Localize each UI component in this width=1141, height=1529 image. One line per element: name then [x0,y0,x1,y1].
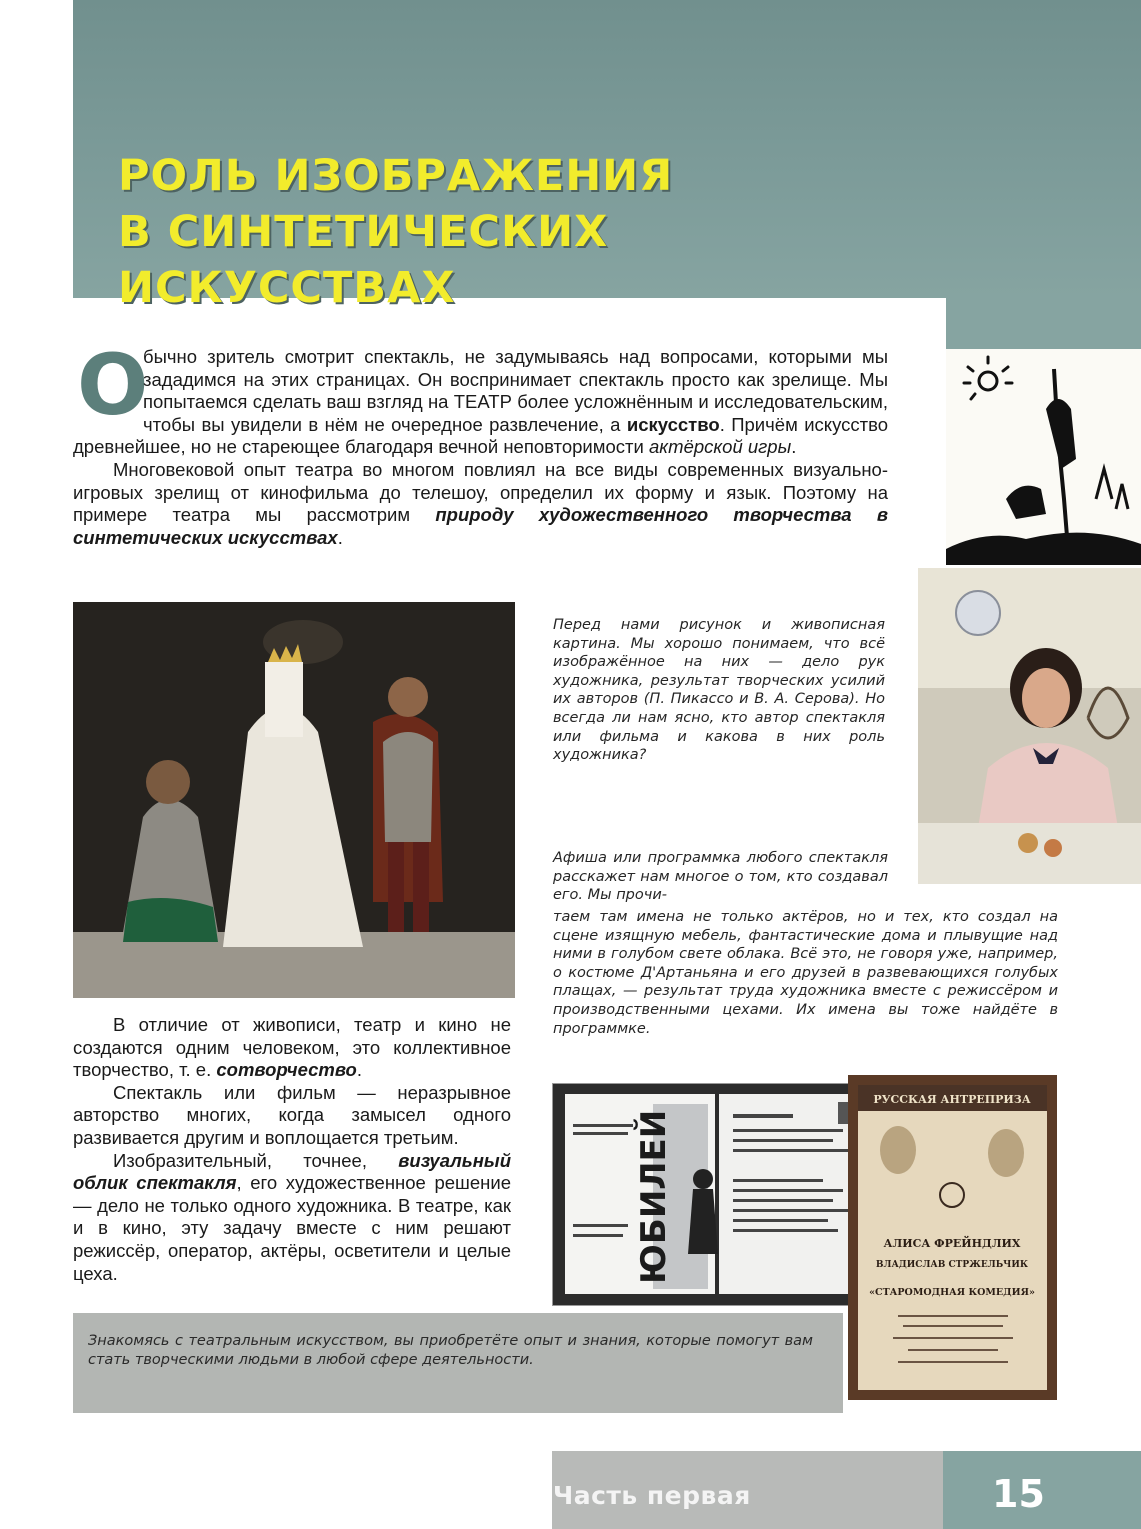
body-p1-text: В отличие от живописи, театр и кино не создаются одним человеком, это коллективное творчество, т. е. [73,1014,511,1081]
part-label: Часть первая [553,1481,751,1510]
intro-paragraph-2 [73,459,888,549]
drop-cap: О [77,336,149,434]
intro-p2-bold: природу художественного творчества в синтетических искусствах [73,504,888,548]
title-line-2: В СИНТЕТИЧЕСКИХ ИСКУССТВАХ [118,207,609,313]
body-paragraph-1 [73,1014,511,1082]
intro-p1-bold: искусство [626,413,720,435]
note-text: Знакомясь с театральным искусством, вы приобретёте опыт и знания, которые помогут вам стать творческими людьми в любой сфере деятельности. [88,1333,813,1368]
poster-actress: АЛИСА ФРЕЙНДЛИХ [883,1237,1021,1250]
intro-p1-italic: актёрской игры [648,436,792,458]
poster-play-title: «СТАРОМОДНАЯ КОМЕДИЯ» [869,1287,1035,1298]
body-p3-text: Изобразительный, точнее, [113,1149,399,1171]
stage-performance-photo [73,602,515,998]
don-quixote-sketch-image [946,349,1141,565]
body-text [73,1014,511,1285]
body-p3-bold: визуальный облик спектакля [73,1149,511,1194]
body-p1-bold: сотворчество [216,1059,357,1081]
intro-p2-text: Многовековой опыт театра во многом повлиял на все виды современных визуально-игровых зрелищ от кинофильма до телешоу, определил их форму и язык. Поэтому на примере театра мы рассмотрим [73,458,888,526]
header-band-side [946,298,1141,350]
intro-p1-text-2: . Причём искусство древнейшее, но не стареющее благодаря вечной неповторимости [73,413,889,458]
body-paragraph-3 [73,1150,511,1286]
intro-p1-text: бычно зритель смотрит спектакль, не задумываясь над вопросами, которыми мы зададимся на этих страницах. Он воспринимает спектакль просто как зрелище. Мы попытаемся сделать ваш взгляд на ТЕАТР более усложнённым и исследовательским, чтобы вы увидели в нём не очередное развлечение, а [143,346,888,435]
body-p1-end: . [356,1059,362,1081]
body-p3-end: , его художественное решение — дело не только одного художника. В театре, как и в кино, эту задачу вместе с ним решают режиссёр, оператор, актёры, осветители и целые цеха. [73,1172,511,1284]
poster-header: РУССКАЯ АНТРЕПРИЗА [873,1093,1031,1106]
poster-actor: ВЛАДИСЛАВ СТРЖЕЛЬЧИК [875,1260,1029,1270]
body-paragraph-2: Спектакль или фильм — неразрывное авторство многих, когда замысел одного развивается другим и воплощается третьим. [73,1081,511,1148]
page-title [118,148,938,316]
caption-programme-part-1: Афиша или программка любого спектакля расскажет нам многое о том, кто создавал его. Мы прочи- [553,850,888,904]
intro-p1-end: . [791,436,797,458]
intro-paragraph-1 [73,336,889,459]
page-number: 15 [992,1472,1045,1516]
theatre-poster-image [848,1075,1057,1400]
caption-programme-part-2: таем там имена не только актёров, но и тех, кто создал на сцене изящную мебель, фантастические дома и плывущие над ними в голубом свете облака. Всё это, не говоря уже, например, о костюме Д'Артаньяна и его друзей в развевающихся голубых плащах, — результат труда художника вместе с режиссёром и производственными цехами. Их имена вы тоже найдёте в программке. [553,909,1058,1037]
caption-paintings: Перед нами рисунок и живописная картина. Мы хорошо понимаем, что всё изображённое на них — дело рук художника, результат творческих усилий их авторов (П. Пикассо и В. А. Серова). Но всегда ли нам ясно, кто автор спектакля или фильма и какова в них роль художника? [553,617,885,764]
programme-spine-text: ЮБИЛЕЙ [634,1109,674,1284]
theatre-programme-image [552,1083,887,1306]
intro-p2-end: . [337,526,343,548]
girl-with-peaches-painting [918,568,1141,884]
title-line-1: РОЛЬ ИЗОБРАЖЕНИЯ [118,151,674,201]
intro-text [73,336,889,549]
